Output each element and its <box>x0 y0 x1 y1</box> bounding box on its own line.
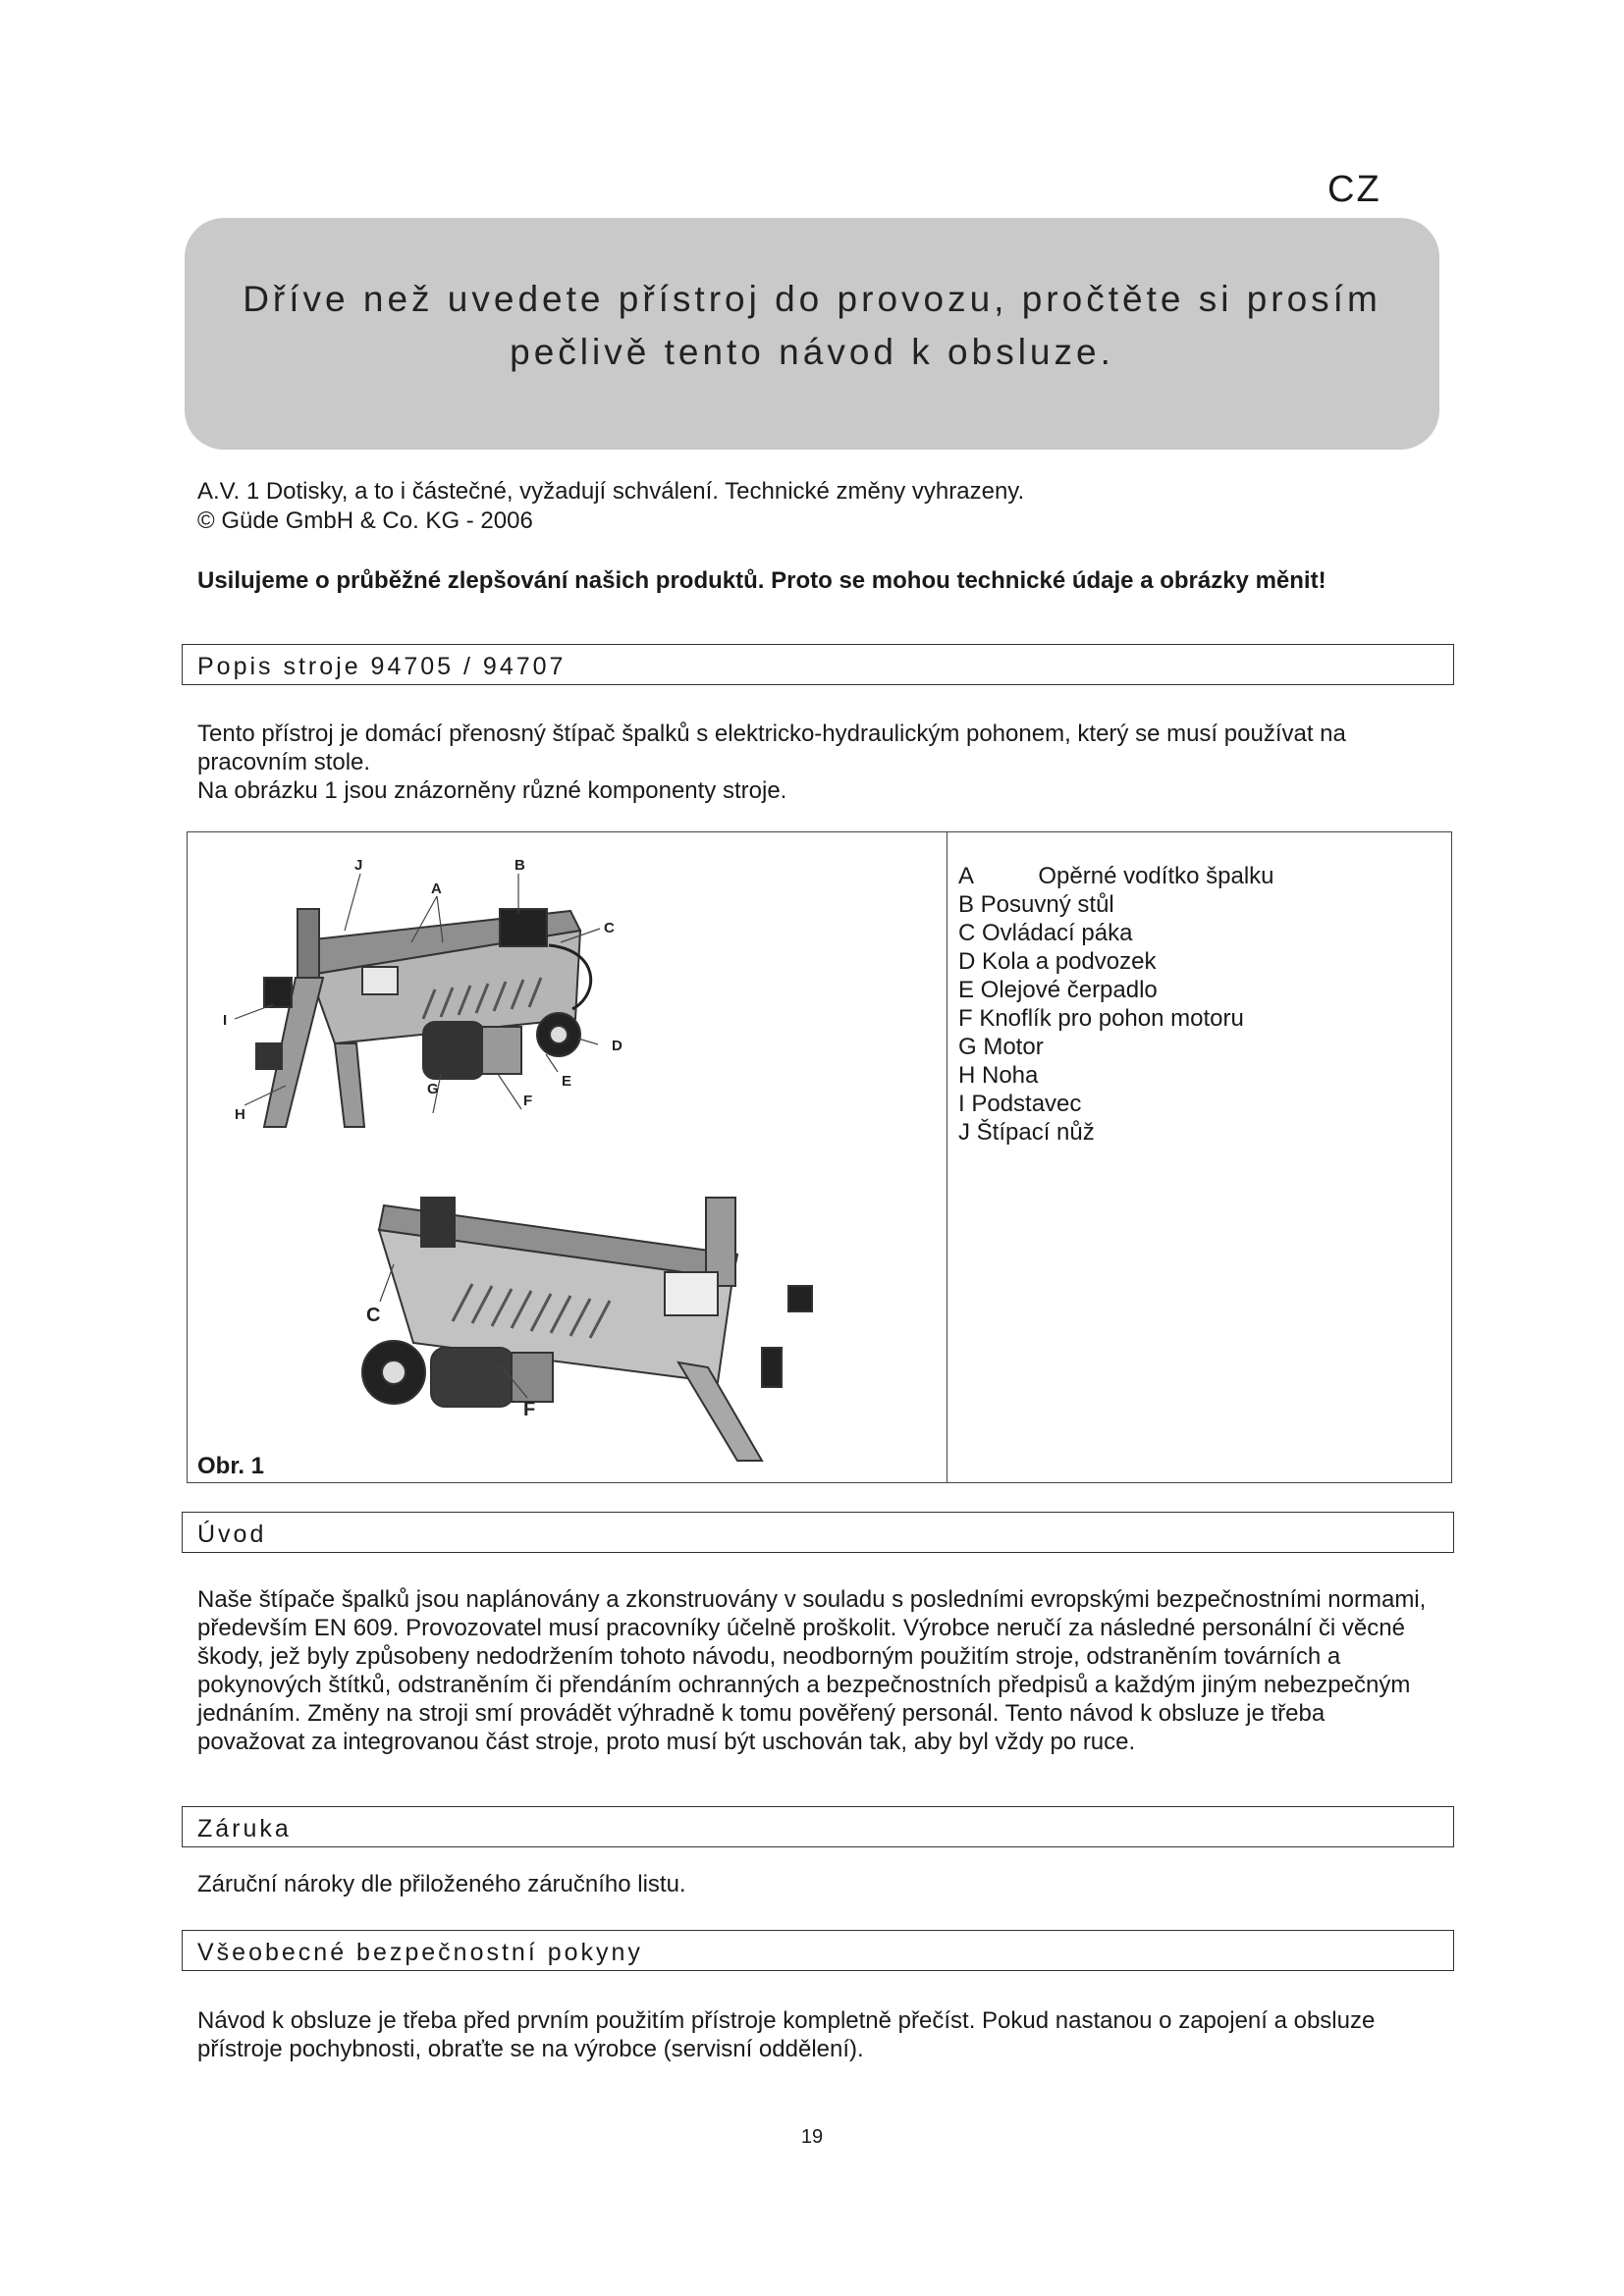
section-heading-description <box>182 644 1454 685</box>
section-title: Všeobecné bezpečnostní pokyny <box>197 1939 643 1966</box>
callout-J: J <box>354 857 363 874</box>
intro-text: Naše štípače špalků jsou naplánovány a zkonstruovány v souladu s posledními evropskými bezpečnostními normami, především EN 609. Provozovatel musí pracovníky účelně proškolit. Výrobce neručí za následné personální či věcné škody, jež byly způsobeny nedodržením tohoto návodu, neodborným použitím stroje, odstraněním továrních a pokynových štítků, odstraněním či přendáním ochranných a bezpečnostních předpisů a každým jiným nebezpečným jednáním. Změny na stroji smí provádět výhradně k tomu pověřený personál. Tento návod k obsluze je třeba považovat za integrovanou část stroje, proto musí být uschován tak, aby byl vždy po ruce. <box>197 1586 1427 1755</box>
section-title: Popis stroje 94705 / 94707 <box>197 653 567 680</box>
legend-item: J Štípací nůž <box>958 1119 1095 1146</box>
legend-item: F Knoflík pro pohon motoru <box>958 1005 1244 1032</box>
legend-item: A Opěrné vodítko špalku <box>958 863 1274 889</box>
section-title: Úvod <box>197 1521 267 1548</box>
page-number: 19 <box>800 2126 824 2148</box>
legend-item: C Ovládací páka <box>958 920 1133 946</box>
machine-view-top <box>256 909 591 1127</box>
banner-line-1: Dříve než uvedete přístroj do provozu, pročtěte si prosím <box>243 279 1381 319</box>
legend-item: E Olejové čerpadlo <box>958 977 1158 1003</box>
revision-line: A.V. 1 Dotisky, a to i částečné, vyžadují schválení. Technické změny vyhrazeny. <box>197 478 1025 505</box>
callout-I: I <box>223 1012 228 1029</box>
legend-item: G Motor <box>958 1034 1044 1060</box>
callout-C: C <box>604 920 615 936</box>
banner-line-2: pečlivě tento návod k obsluze. <box>510 332 1114 372</box>
callout-G: G <box>427 1081 439 1097</box>
legend-item: B Posuvný stůl <box>958 891 1114 918</box>
section-heading-intro <box>182 1512 1454 1553</box>
warranty-text: Záruční nároky dle přiloženého záručního listu. <box>197 1871 686 1897</box>
section-heading-warranty <box>182 1806 1454 1847</box>
revision-info <box>197 477 1024 536</box>
callout-F: F <box>523 1093 533 1109</box>
legend-item: H Noha <box>958 1062 1039 1089</box>
component-legend <box>958 862 1274 1147</box>
legend-item: D Kola a podvozek <box>958 948 1157 975</box>
callout-D: D <box>612 1038 623 1054</box>
copyright-line: © Güde GmbH & Co. KG - 2006 <box>197 507 533 534</box>
improvement-notice: Usilujeme o průběžné zlepšování našich produktů. Proto se mohou technické údaje a obrázky měnit! <box>197 567 1326 594</box>
description-text: Tento přístroj je domácí přenosný štípač špalků s elektricko-hydraulickým pohonem, který se musí používat na pracovním stole. Na obrázku 1 jsou znázorněny různé komponenty stroje. <box>197 721 1346 804</box>
callout-A: A <box>431 881 442 897</box>
legend-item: I Podstavec <box>958 1091 1082 1117</box>
language-tag: CZ <box>1327 169 1381 210</box>
log-splitter-illustration <box>188 832 947 1484</box>
safety-text: Návod k obsluze je třeba před prvním použitím přístroje kompletně přečíst. Pokud nastanou o zapojení a obsluze přístroje pochybnosti, obraťte se na výrobce (servisní oddělení). <box>197 2007 1376 2062</box>
banner-text <box>185 273 1439 379</box>
callout-E: E <box>562 1073 572 1090</box>
machine-view-bottom <box>362 1198 812 1461</box>
callout-H: H <box>235 1106 245 1123</box>
callout-C-bottom: C <box>366 1305 381 1326</box>
figure-1 <box>187 831 1452 1483</box>
callout-F-bottom: F <box>523 1399 536 1420</box>
section-title: Záruka <box>197 1815 292 1842</box>
callout-B: B <box>514 857 525 874</box>
figure-caption: Obr. 1 <box>197 1453 265 1479</box>
section-heading-safety <box>182 1930 1454 1971</box>
warning-banner <box>185 218 1439 450</box>
